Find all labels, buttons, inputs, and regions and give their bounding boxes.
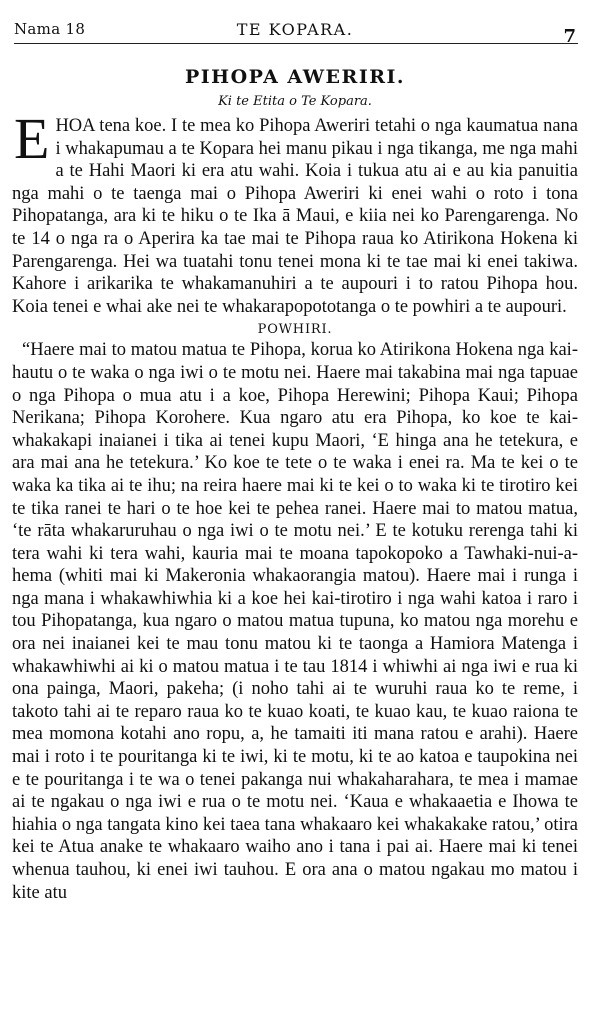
publication-title: TE KOPARA.: [236, 20, 354, 39]
speech-paragraph: “Haere mai to matou matua te Pihopa, korua ko Atirikona Hokena nga kai-hautu o te waka o nga iwi o te motu nei. Haere mai takabina mai nga tapuae o nga Pihopa o mua atu i a koe, Pihopa Herewini; Pihopa Kaui; Pihopa Nerikana; Pihopa Korohere. Kua ngaro atu era Pihopa, ko koe te kai-whakakapi inaianei i tika ai tenei kupu Maori, ‘E hinga ana he tetekura, e ara mai ana he tetekura.’ Ko koe te tete o te waka i enei ra. Ma te kei o te waka ka tika ai te ihu; na reira haere mai ki te kei o to waka ki te tirotiro kei te tika ranei te hari o te hoe kei te pehea ranei. Haere mai to matou matua, ‘te rāta whakaruruhau o nga iwi o te motu nei.’ E te kotuku rerenga tahi ki tera wahi ki tera wahi, kauria mai te moana tapokopoko a Tawhaki-nui-a-hema (whiti mai ki Makeronia whakaorangia matou). Haere mai i runga i nga mana i whakawhiwhia ki a koe hei kai-tirotiro i nga wahi katoa i raro i tou Pihopatanga, kua ngaro o matou matua tupuna, ko matou nga morehu e ora nei inaianei kei te mau tonu matou ki te taonga a Hamiora Matenga i whakawhiwhi ai ki o matou matua i te tau 1814 i whiwhi ai nga iwi e rua ki ona painga, Maori, pakeha; (i noho tahi ai te wuruhi raua ko te reme, i takoto tahi ai te reparo raua ko te kuao koati, te kuao kau, te kuao raiona te mea momona kotahi ano ropu, a, he tamaiti iti mana ratou e arahi). Haere mai i roto i te pouritanga ki te iwi, ki te motu, ki te ao katoa e taupokina nei e te pouritanga i te wa o tenei pakanga nui whakaharahara, te mea i mamae ai te ngakau o nga iwi e rua o te motu nei. ‘Kaua e whakaaetia e Ihowa te hiahia o nga tangata kino kei taea tana whakaaro kei whakakake ratou,’ otira kei te Atua anake te whakaaro waiho ano i tana i pai ai. Haere mai ki tenei whenua tauhou, ki enei iwi tauhou. E ora ana o matou ngakau mo matou i kite atu: [12, 340, 578, 903]
page-number: 7: [563, 26, 576, 47]
article-title: PIHOPA AWERIRI.: [184, 66, 406, 88]
article-subtitle: Ki te Etita o Te Kopara.: [218, 94, 372, 109]
intro-paragraph: [12, 106, 578, 318]
intro-text: HOA tena koe. I te mea ko Pihopa Aweriri tetahi o nga kaumatua nana i whakapumau a te Kopara hei manu pikau i nga tikanga, me nga mahi a te Hahi Maori ki era atu wahi. Koia i tukua atu ai e au kia panuitia nga mahi o te taenga mai o Pihopa Aweriri ki enei wahi o roto i tona Pihopatanga, ara ki te hiku o te Ika ā Maui, e kiia nei ko Parengarenga. No te 14 o nga ra o Aperira ka tae mai te Pihopa raua ko Atirikona Hokena ki Parengarenga. Hei wa tuatahi tonu tenei mona ki te tae mai ki enei takiwa. Kahore i arikarika te whakamanuhiri a te aupouri i to ratou Pihopa hou. Koia tenei e whai ake nei te whakarapopototanga o te powhiri a te aupouri.: [12, 116, 578, 317]
issue-number: Nama 18: [14, 20, 86, 38]
running-head: [12, 0, 578, 47]
section-heading: POWHIRI.: [257, 322, 333, 338]
drop-cap: E: [14, 106, 50, 171]
header-rule: [14, 43, 578, 44]
